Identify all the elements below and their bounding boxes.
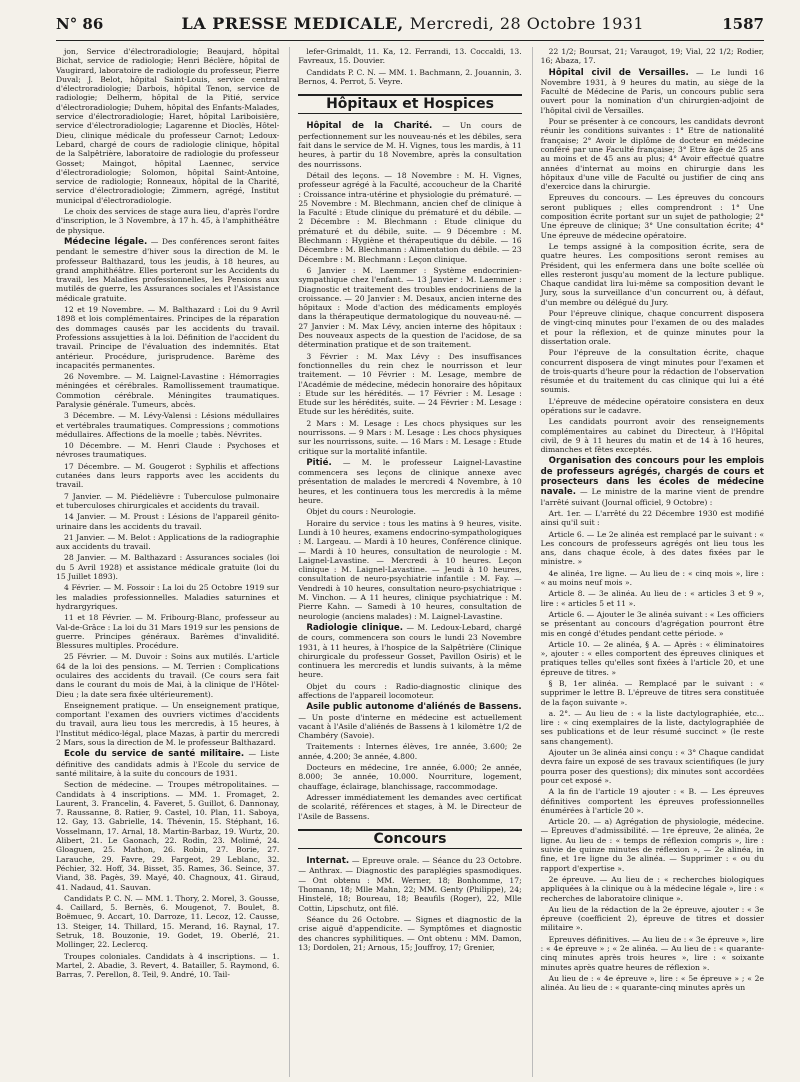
paragraph: Article 8. — 3e alinéa. Au lieu de : « articles 3 et 9 », lire : « articles 5 et 11 ». — [540, 589, 764, 608]
schedule-line: 11 et 18 Février. — M. Fribourg-Blanc, professeur au Val-de-Grâce : La loi du 31 Mars 1919 sur les pensions de guerre. Principes généraux. Barèmes d'invalidité. Blessures multiples. Procédure. — [56, 613, 280, 651]
paragraph — [541, 456, 764, 506]
paragraph: 4e alinéa, 1re ligne. — Au lieu de : « cinq mois », lire : « au moins neuf mois ». — [540, 568, 764, 588]
paragraph — [298, 121, 521, 168]
paragraph-text: — Liste définitive des candidats admis à l'Ecole du service de santé militaire, à la suite du concours de 1931. — [56, 749, 280, 778]
paragraph — [298, 856, 521, 913]
column-2 — [289, 47, 521, 1077]
paragraph: Au lieu de la rédaction de la 2e épreuve, ajouter : « 3e épreuve (coefficient 2), épreuve de titres et dossier militaire ». — [540, 904, 764, 933]
schedule-line: 14 Janvier. — M. Proust : Lésions de l'appareil génito-urinaire dans les accidents du travail. — [56, 512, 280, 531]
paragraph-text: — Le ministre de la marine vient de prendre l'arrêté suivant (Journal officiel, 9 Octobre) : — [540, 487, 764, 507]
paragraph-text: — Le lundi 16 Novembre 1931, à 9 heures du matin, au siège de la Faculté de Médecine de Paris, un concours public sera ouvert pour la nomination d'un chirurgien-adjoint de l'hôpital civil de Versailles. — [540, 67, 764, 115]
paragraph-text: — Un cours de perfectionnement sur les nouveau-nés et les débiles, sera fait dans le service de M. H. Vignes, tous les mardis, à 11 heures, à partir du 18 Novembre, après la consultation des nourrissons. — [298, 121, 522, 169]
paragraph: 2e épreuve. — Au lieu de : « recherches biologiques appliquées à la clinique ou à la médecine légale », lire : « recherches de laboratoire clinique ». — [540, 874, 764, 903]
paragraph — [541, 68, 764, 115]
paragraph: Les candidats pourront avoir des renseignements complémentaires au cabinet du Directeur, à l'Hôpital civil, de 9 à 11 heures du matin et de 14 à 16 heures, dimanches et fêtes exceptés. — [540, 417, 764, 455]
section-heading: Ecole du service de santé militaire. — [64, 749, 245, 760]
paragraph: Objet du cours : Radio-diagnostic clinique des affections de l'appareil locomoteur. — [298, 681, 522, 700]
paragraph-text: — Un poste d'interne en médecine est actuellement vacant à l'Asile d'aliénés de Bassens à 1 kilomètre 1/2 de Chambéry (Savoie). — [298, 712, 522, 741]
paragraph: Le temps assigné à la composition écrite, sera de quatre heures. Les compositions seront remises au Président, qui les enfermera dans une boîte scellée où elles resteront jusqu'au moment de la lecture publique. Chaque candidat lira lui-même sa composition devant le Jury, sous la surveillance d'un concurrent ou, à défaut, d'un membre ou délégué du Jury. — [540, 241, 764, 307]
schedule-line: 26 Novembre. — M. Laignel-Lavastine : Hémorragies méningées et cérébrales. Ramollissement traumatique. Commotion cérébrale. Méningites traumatiques. Paralysie générale. Tumeurs, abcès. — [56, 372, 280, 409]
paragraph: Enseignement pratique. — Un enseignement pratique, comportant l'examen des ouvriers victimes d'accidents du travail, aura lieu tous les mercredis, à 15 heures, à l'Institut médico-légal, place Mazas, à partir du mercredi 2 Mars, sous la direction de M. le professeur Balthazard. — [56, 700, 280, 748]
paragraph: Article 20. — a) Agrégation de physiologie, médecine. — Epreuves d'admissibilité. — 1re épreuve, 2e alinéa, 2e ligne. Au lieu de : « temps de réflexion compris », lire : suivie de quinze minutes de réflexion », — 2e alinéa, in fine, et 1re ligne du 3e alinéa. — Supprimer : « ou du rapport d'expertise ». — [540, 817, 764, 873]
article-columns — [56, 47, 764, 1077]
journal-name: LA PRESSE MEDICALE, — [181, 14, 404, 33]
page-number: 1587 — [722, 15, 764, 33]
paragraph — [298, 458, 521, 505]
paragraph: A la fin de l'article 19 ajouter : « B. — Les épreuves définitives comportent les épreuves professionnelles énumérées à l'article 20 ». — [540, 787, 764, 815]
paragraph: Le choix des services de stage aura lieu, d'après l'ordre d'inscription, le 3 Novembre, à 17 h. 45, à l'amphithéâtre de physique. — [56, 207, 280, 235]
paragraph: Ajouter un 3e alinéa ainsi conçu : « 3° Chaque candidat devra faire un exposé de ses travaux scientifiques (le jury pourra poser des questions); dix minutes sont accordées pour cet exposé ». — [540, 748, 764, 785]
paragraph: Epreuves du concours. — Les épreuves du concours seront publiques ; elles comprendront : 1° Une composition écrite portant sur un sujet de pathologie; 2° Une épreuve de clinique; 3° Une consultation écrite; 4° Une épreuve de médecine opératoire. — [540, 193, 764, 240]
paragraph: Adresser immédiatement les demandes avec certificat de scolarité, références et stages, à M. le Directeur de l'Asile de Bassens. — [298, 792, 522, 821]
paragraph: Au lieu de : « 4e épreuve », lire : « 5e épreuve » ; « 2e alinéa. Au lieu de : « quarante-cinq minutes après un — [540, 973, 764, 993]
paragraph: Séance du 26 Octobre. — Signes et diagnostic de la crise aiguë d'appendicite. — Symptômes et diagnostic des chancres syphilitiques. — Ont obtenu : MM. Damon, 13; Dordolen, 21; Arnous, 15; Jouffroy, 17; Grenier, — [298, 914, 522, 952]
paragraph: 2 Mars : M. Lesage : Les chocs physiques sur les nourrissons. — 9 Mars : M. Lesage : Les chocs physiques sur les nourrissons, suite. — 16 Mars : M. Lesage : Etude critique sur la mortalité infantile. — [298, 418, 522, 456]
paragraph: Détail des leçons. — 18 Novembre : M. H. Vignes, professeur agrégé à la Faculté, accoucheur de la Charité : Croissance intra-utérine et physiologie du prématuré. — 25 Novembre : M. Blechmann, ancien chef de clinique à la Faculté : Etude clinique du prématuré et du débile. — 2 Décembre : M. Blechmann : Etude clinique du prématuré et du débile, suite. — 9 Décembre : M. Blechmann : Hygiène et thérapeutique du débile. — 16 Décembre : M. Blechmann : Alimentation du débile. — 23 Décembre : M. Blechmann : Leçon clinique. — [298, 170, 522, 264]
paragraph: § B, 1er alinéa. — Remplacé par le suivant : « supprimer le lettre B. L'épreuve de titres sera constituée de la façon suivante ». — [540, 679, 764, 707]
section-heading: Asile public autonome d'aliénés de Bassens. — [306, 702, 522, 713]
column-1 — [56, 47, 279, 1077]
schedule-line: 17 Décembre. — M. Gougerot : Syphilis et affections cutanées dans leurs rapports avec les accidents du travail. — [56, 461, 280, 490]
paragraph: Pour se présenter à ce concours, les candidats devront réunir les conditions suivantes : 1° Etre de nationalité française; 2° Avoir le diplôme de docteur en médecine conféré par une Faculté française; 3° Etre âgé de 25 ans au moins et de 45 ans au plus; 4° Avoir effectué quatre années d'internat au moins en chirurgie dans les hôpitaux d'une ville de Faculté ou justifier de cinq ans d'exercice dans la chirurgie. — [540, 117, 764, 192]
schedule-line: 21 Janvier. — M. Belot : Applications de la radiographie aux accidents du travail. — [56, 532, 280, 552]
paragraph: Pour l'épreuve clinique, chaque concurrent disposera de vingt-cinq minutes pour l'examen de ou des malades et pour la réflexion, et de quinze minutes pour la dissertation orale. — [540, 309, 764, 346]
paragraph-text: — M. le professeur Laignel-Lavastine commencera ses leçons de clinique annexe avec présentation de malades le mercredi 4 Novembre, à 10 heures, et les continuera tous les mercredis à la même heure. — [298, 457, 522, 506]
issue-date: Mercredi, 28 Octobre 1931 — [409, 14, 645, 33]
journal-title — [181, 14, 644, 33]
section-heading: Médecine légale. — [64, 236, 148, 247]
paragraph: Section de médecine. — Troupes métropolitaines. — Candidats à 4 inscriptions. — MM. 1. Fromaget, 2. Laurent, 3. Francelin, 4. Faveret, 5. Guillot, 6. Dannonay, 7. Raussanne, 8. Ratier, 9. Castel, 10. Plan, 11. Saboya, 12. Gay, 13. Gabrielle, 14. Thévenin, 15. Stéphant, 16. Vosselmann, 17. Arnal, 18. Martin-Barbaz, 19. Wurtz, 20. Alibert, 21. Le Gaonach, 22. Rodin, 23. Molimé, 24. Gloaguen, 25. Mathon, 26. Robin, 27. Borie, 27. Larauche, 29. Favre, 29. Fargeot, 29 Leblanc, 32. Péchier, 32. Hoff, 34. Bisset, 35. Rames, 36. Seince, 37. Viand, 38. Pagès, 39. Mayé, 40. Chagnoux, 41. Giraud, 41. Nadaud, 41. Sauvan. — [56, 780, 280, 892]
section-heading: Hôpital de la Charité. — [306, 121, 433, 132]
section-title-concours: Concours — [298, 829, 521, 849]
schedule-line: 7 Janvier. — M. Piédelièvre : Tuberculose pulmonaire et tuberculoses chirurgicales et accidents du travail. — [56, 491, 280, 510]
paragraph: 22 1/2; Boursat, 21; Varaugot, 19; Vial, 22 1/2; Rodier, 16; Abaza, 17. — [540, 47, 764, 66]
paragraph: Article 10. — 2e alinéa, § A. — Après : « éliminatoires », ajouter : « elles comportent des épreuves cliniques et pratiques telles qu'elles sont fixées à l'article 20, et une épreuve de titres. » — [540, 639, 764, 677]
lecture-schedule — [56, 305, 279, 699]
schedule-line: 10 Décembre. — M. Henri Claude : Psychoses et névroses traumatiques. — [56, 441, 280, 460]
paragraph: Traitements : Internes élèves, 1re année, 3.600; 2e année, 4.200; 3e année, 4.800. — [298, 742, 522, 761]
paragraph — [298, 702, 521, 740]
paragraph: Article 6. — Le 2e alinéa est remplacé par le suivant : « Les concours de professeurs agrégés ont lieu tous les ans, dans chaque école, à des dates fixées par le ministre. » — [540, 529, 764, 567]
paragraph: Candidats P. C. N. — MM. 1. Thory, 2. Morel, 3. Gousse, 4. Caillard, 5. Bernès, 6. Mougenot, 7. Boulet, 8. Boëmuec, 9. Accart, 10. Darroze, 11. Lecoz, 12. Causse, 13. Steiger, 14. Thillard, 15. Merand, 16. Raynal, 17. Setruk, 18. Bouzonie, 19. Godet, 19. Oberlé, 21. Mollinger, 22. Leclercq. — [56, 893, 280, 950]
paragraph — [56, 749, 279, 778]
schedule-line: 12 et 19 Novembre. — M. Balthazard : Loi du 9 Avril 1898 et lois complémentaires. Principes de la réparation des dommages causés par les accidents du travail. Professions assujetties à la loi. Définition de l'accident du travail. Principe de l'évaluation des indemnités. Etat antérieur. Procédure, jurisprudence. Barème des incapacités permanentes. — [56, 305, 280, 370]
paragraph-text: — Des conférences seront faites pendant le semestre d'hiver sous la direction de M. le professeur Balthazard, tous les jeudis, à 18 heures, au grand amphithéâtre. Elles porteront sur les Accidents du travail, les Maladies professionnelles, les Pensions aux mutilés de guerre, les Assurances sociales et l'Assistance médicale gratuite. — [56, 236, 280, 303]
column-3 — [532, 47, 764, 1077]
paragraph: Docteurs en médecine, 1re année, 6.000; 2e année, 8.000; 3e année, 10.000. Nourriture, logement, chauffage, éclairage, blanchissage, raccommodage. — [298, 763, 522, 791]
paragraph: Article 6. — Ajouter le 3e alinéa suivant : « Les officiers se présentant au concours d'agrégation pourront être mis en congé d'études pendant cette période. » — [540, 609, 764, 638]
paragraph: Epreuves définitives. — Au lieu de : « 3e épreuve », lire : « 4e épreuve » ; « 2e alinéa. — Au lieu de : « quarante-cinq minutes après trois heures », lire : « soixante minutes après quatre heures de réflexion ». — [540, 934, 764, 972]
paragraph — [56, 237, 279, 303]
section-heading: Internat. — [306, 856, 350, 867]
paragraph — [298, 623, 521, 680]
schedule-line: 4 Février. — M. Fossoir : La loi du 25 Octobre 1919 sur les maladies professionnelles. Maladies saturnines et hydrargyriques. — [56, 583, 280, 611]
section-heading: Pitié. — [306, 457, 332, 468]
schedule-line: 3 Décembre. — M. Lévy-Valensi : Lésions médullaires et vertébrales traumatiques. Compressions ; commotions médullaires. Affections de la moelle ; tabès. Névrites. — [56, 411, 280, 439]
page-header — [56, 14, 764, 41]
paragraph: Objet du cours : Neurologie. — [306, 507, 416, 517]
paragraph-text: — Epreuve orale. — Séance du 23 Octobre. — Anthrax. — Diagnostic des paraplégies spasmodiques. — Ont obtenu : MM. Werner, 18; Bonhomme, 17; Thomann, 18; Mlle Mahn, 22; MM. Genty (Philippe), 24; Hinstelé, 18; Boureau, 18; Beaufils (Roger), 22, Mlle Cottin, Lipschutz, ont filé. — [298, 856, 522, 913]
paragraph: Pour l'épreuve de la consultation écrite, chaque concurrent disposera de vingt minutes pour l'examen et de trois-quarts d'heure pour la rédaction de l'observation résumée et du traitement du cas clinique qui lui a été soumis. — [540, 348, 764, 395]
schedule-line: 25 Février. — M. Duvoir : Soins aux mutilés. L'article 64 de la loi des pensions. — M. Terrien : Complications oculaires des accidents du travail. (Ce cours sera fait dans le courant du mois de Mai, à la clinique de l'Hôtel-Dieu ; la date sera fixée ultérieurement). — [56, 652, 280, 699]
section-heading: Organisation des concours pour les emplois de professeurs agrégés, chargés de cours et prosecteurs dans les écoles de médecine navale. — [540, 456, 764, 498]
paragraph: L'épreuve de médecine opératoire consistera en deux opérations sur le cadavre. — [540, 396, 764, 415]
paragraph: lefer-Grimaldt, 11. Ka, 12. Ferrandi, 13. Coccaldi, 13. Favreaux, 15. Douvier. — [298, 47, 522, 66]
paragraph: a. 2°. — Au lieu de : « la liste dactylographiée, etc... lire : « cinq exemplaires de la liste, dactylographiée de ses publications et de leur résumé succinct » (le reste sans changement). — [540, 708, 764, 746]
paragraph: Art. 1er. — L'arrêté du 22 Décembre 1930 est modifié ainsi qu'il suit : — [540, 508, 764, 528]
paragraph: Candidats P. C. N. — MM. 1. Bachmann, 2. Jouannin, 3. Bernos, 4. Perrot, 5. Veyre. — [298, 67, 522, 86]
paragraph: Horaire du service : tous les matins à 9 heures, visite. Lundi à 10 heures, examens endocrino-sympathologiques : M. Largeau. — Mardi à 10 heures, Conférence clinique. — Mardi à 10 heures, consultation de neurologie : M. Laignel-Lavastine. — Mercredi à 10 heures. Leçon clinique : M. Laignel-Lavastine. — Jeudi à 10 heures, consultation de neuro-psychiatrie infantile : M. Fay. — Vendredi à 10 heures, consultation neuro-psychiatrique : M. Vinchon. — A 11 heures, clinique psychiatrique : M. Pierre Kahn. — Samedi à 10 heures, consultation de neurologie (anciens malades) : M. Laignel-Lavastine. — [298, 518, 522, 621]
paragraph: Troupes coloniales. Candidats à 4 inscriptions. — 1. Martel, 2. Abadie, 3. Revert, 4. Batailler, 5. Raymond, 6. Barras, 7. Perellon, 8. Teil, 9. André, 10. Tail- — [56, 951, 280, 980]
schedule-line: 28 Janvier. — M. Balthazard : Assurances sociales (loi du 5 Avril 1928) et assistance médicale gratuite (loi du 15 Juillet 1893). — [56, 553, 280, 582]
paragraph-text: — M. Ledoux-Lebard, chargé de cours, commencera son cours le lundi 23 Novembre 1931, à 11 heures, à l'hospice de la Salpêtrière (Clinique chirurgicale du professeur Gosset, Pavillon Osiris) et le continuera les mercredis et lundis suivants, à la même heure. — [298, 622, 522, 680]
paragraph: 6 Janvier : M. Laemmer : Système endocrinien-sympathique chez l'enfant. — 13 Janvier : M. Laemmer : Diagnostic et traitement des troubles endocriniens de la croissance. — 20 Janvier : M. Desaux, ancien interne des hôpitaux : Mode d'action des médicaments employés dans la thérapeutique dermatologique du nouveau-né. — 27 Janvier : M. Max Lévy, ancien interne des hôpitaux : Des nouveaux aspects de la question de l'acidose, de sa détermination pratique et de son traitement. — [298, 265, 522, 350]
section-title-hospitals: Hôpitaux et Hospices — [298, 94, 521, 114]
section-heading: Hôpital civil de Versailles. — [548, 67, 689, 78]
issue-number: N° 86 — [56, 15, 104, 33]
section-heading: Radiologie clinique. — [306, 622, 403, 633]
paragraph: jon, Service d'électroradiologie; Beaujard, hôpital Bichat, service de radiologie; Henri Béclère, hôpital de Vaugirard, laboratoire de radiologie du professeur, Pierre Duval; J. Belot, hôpital Saint-Louis, service central d'électroradiologie; Darbois, hôpital Tenon, service de radiologie; Delherm, hôpital de la Pitié, service d'électroradiologie; Duhem, hôpital des Enfants-Malades, service d'électroradiologie; Haret, hôpital Lariboisière, service d'électroradiologie; Lagarenne et Dioclès, Hôtel-Dieu, clinique médicale du professeur Carnot; Ledoux-Lebard, chargé de cours de radiologie clinique, hôpital de la Salpêtrière, laboratoire de radiologie du professeur Gosset; Maingot, hôpital Laennec, service d'électroradiologie; Solomon, hôpital Saint-Antoine, service de radiologie; Ronneaux, hôpital de la Charité, service d'électroradiologie; Zimmern, agrégé, Institut municipal d'électroradiologie. — [56, 47, 280, 205]
paragraph: 3 Février : M. Max Lévy : Des insuffisances fonctionnelles du rein chez le nourrisson et leur traitement. — 10 Février : M. Lesage, membre de l'Académie de médecine, médecin honoraire des hôpitaux : Etude sur les hérédités. — 17 Février : M. Lesage : Etude sur les hérédités, suite. — 24 Février : M. Lesage : Etude sur les hérédités, suite. — [298, 351, 522, 417]
